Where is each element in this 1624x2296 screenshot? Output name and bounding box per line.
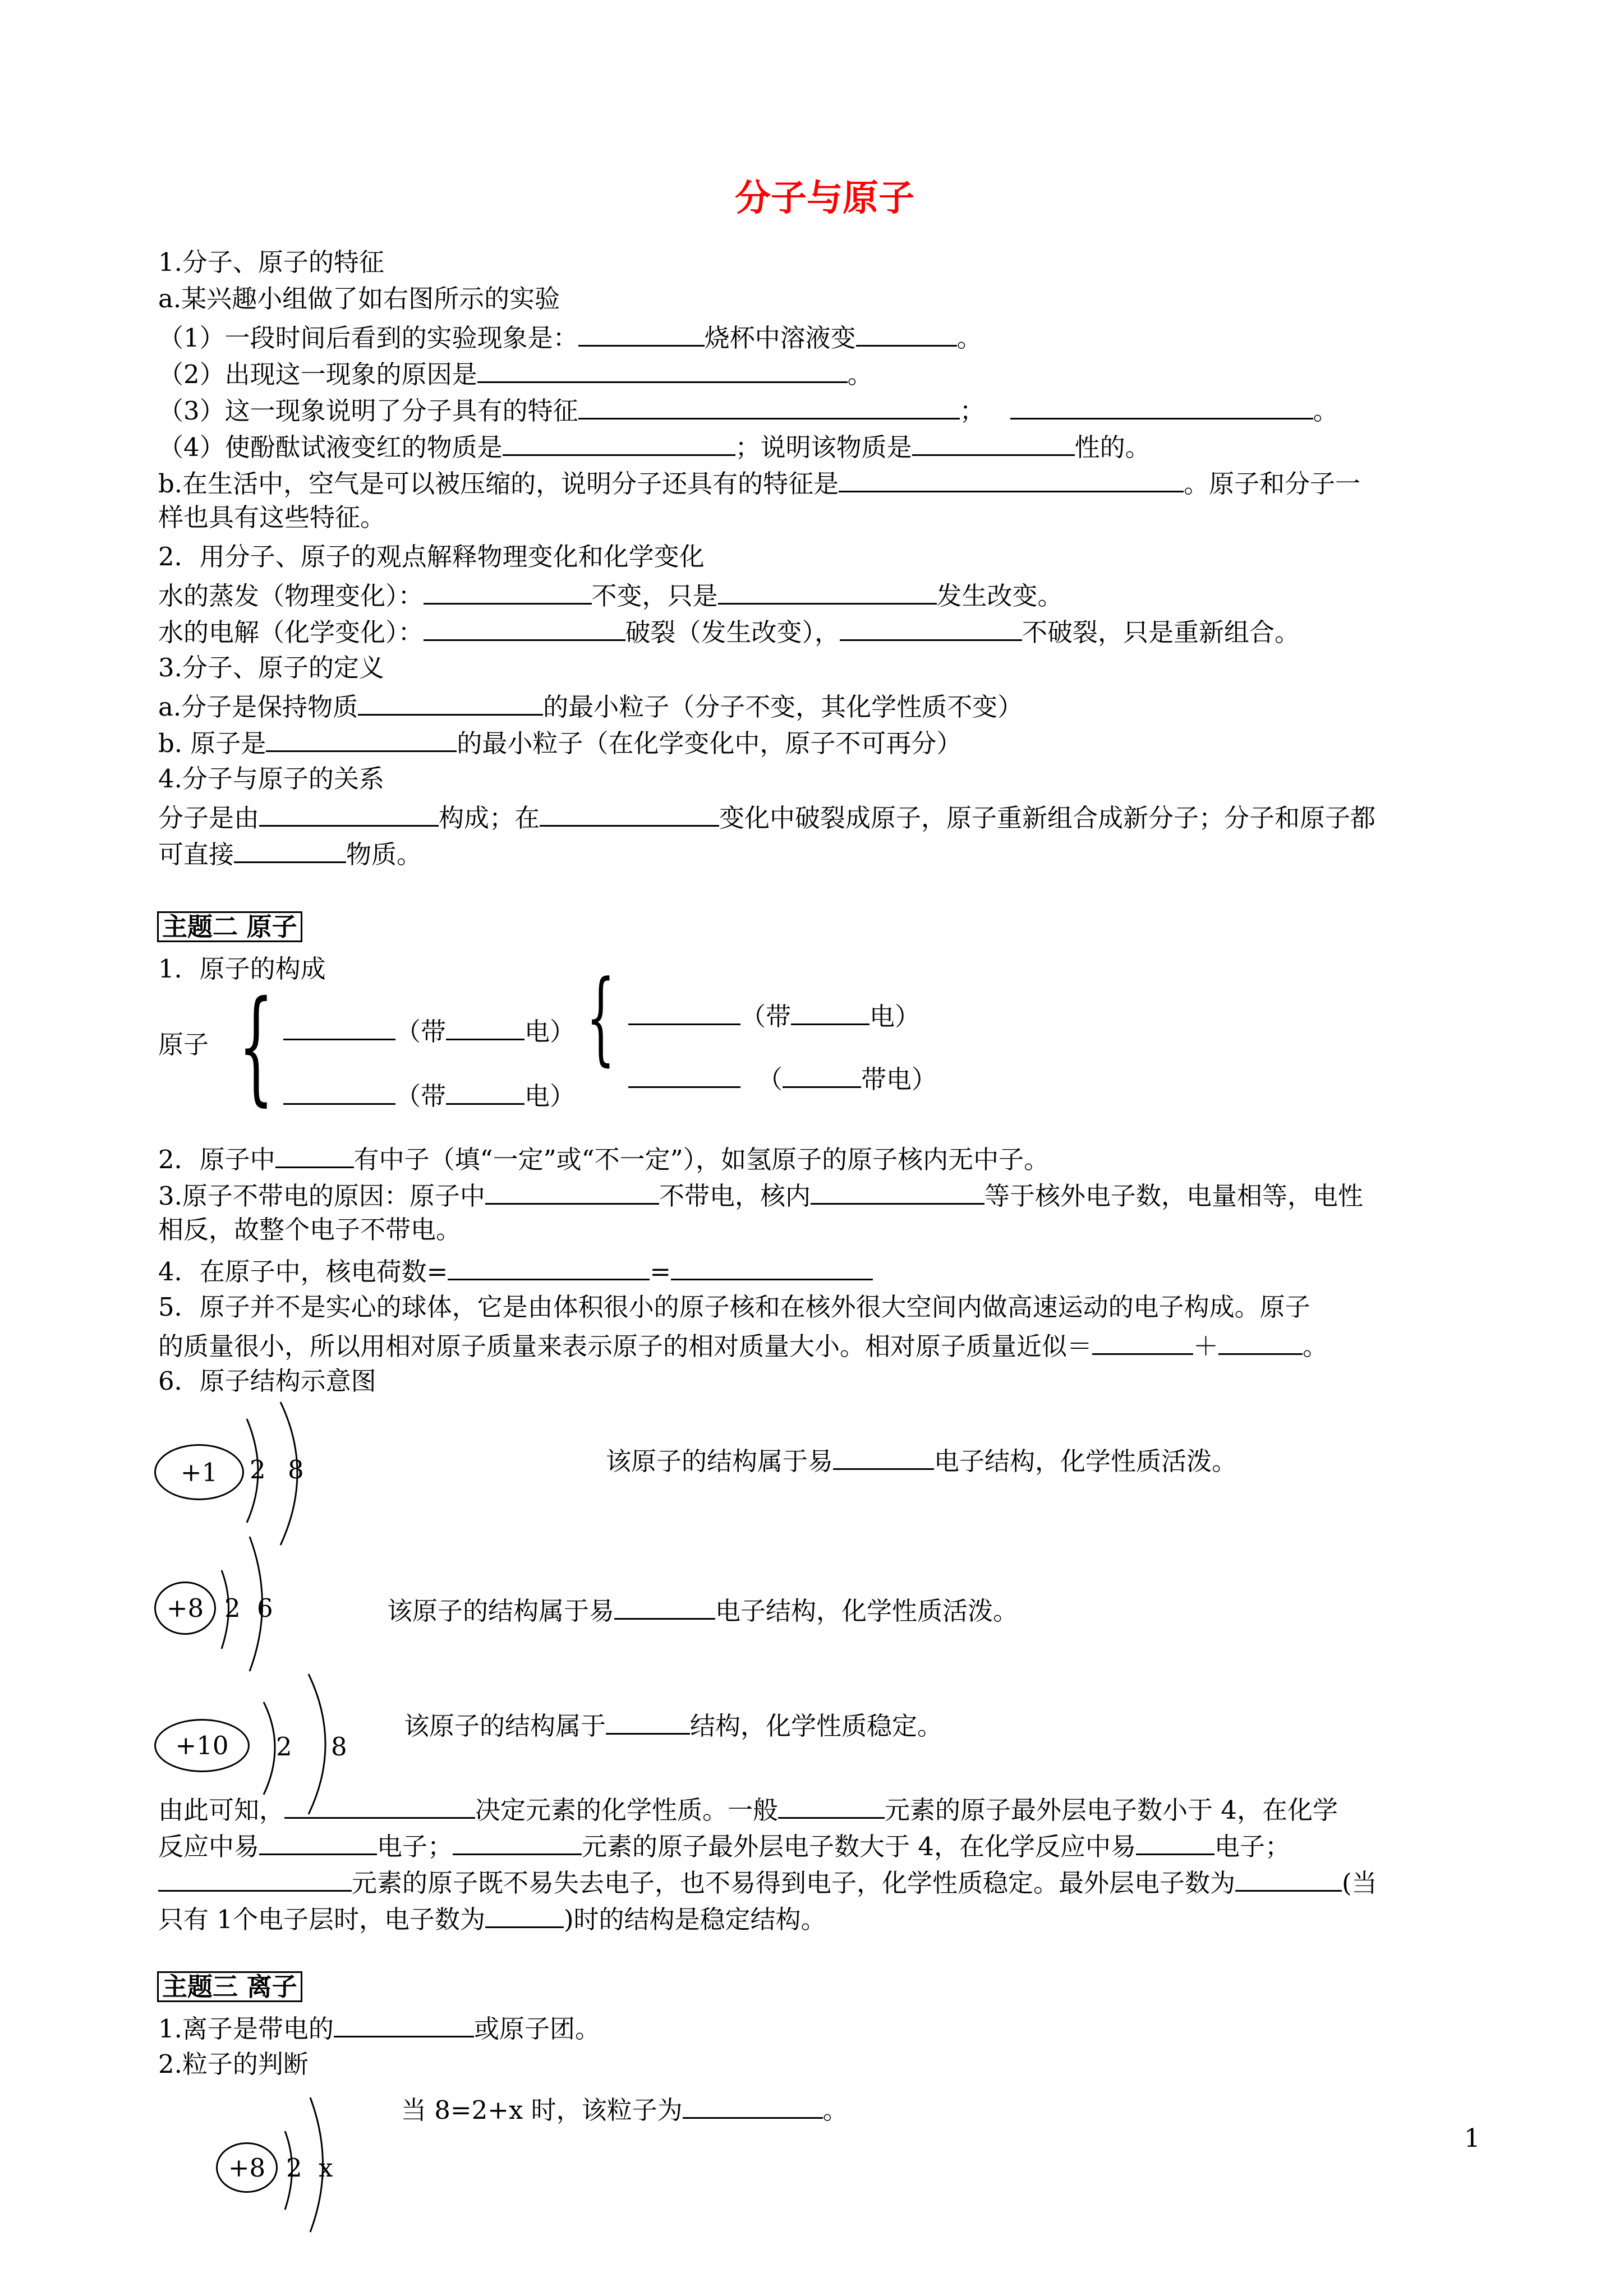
line-text: 发生改变。 xyxy=(936,581,1063,611)
answer-blank[interactable] xyxy=(503,432,735,456)
p3 xyxy=(158,1181,1363,1209)
line-text: 不破裂，只是重新组合。 xyxy=(1022,617,1300,647)
line-text: 决定元素的化学性质。一般 xyxy=(475,1795,779,1825)
question-3-text: （3）这一现象说明了分子具有的特征 xyxy=(158,396,578,426)
answer-blank[interactable] xyxy=(778,1795,885,1819)
line-text: 电子结构，化学性质活泼。 xyxy=(715,1596,1019,1626)
answer-blank[interactable] xyxy=(606,1711,690,1735)
answer-blank[interactable] xyxy=(334,2013,474,2037)
ion-definition xyxy=(158,2013,600,2044)
line-text: 3.原子不带电的原因：原子中 xyxy=(158,1181,485,1211)
line-text: b. 原子是 xyxy=(158,729,266,758)
answer-blank[interactable] xyxy=(283,1081,395,1105)
item-b xyxy=(158,468,1361,499)
answer-blank[interactable] xyxy=(578,322,705,347)
answer-blank[interactable] xyxy=(259,1831,377,1855)
answer-blank[interactable] xyxy=(1235,1868,1342,1892)
line-text: 破裂（发生改变）， xyxy=(625,617,840,647)
line-text: 分子是由 xyxy=(158,803,260,833)
p4 xyxy=(158,1256,873,1287)
answer-blank[interactable] xyxy=(453,1831,582,1855)
line-text: 结构，化学性质稳定。 xyxy=(690,1711,943,1741)
answer-blank[interactable] xyxy=(485,1904,564,1928)
line-text: 物质。 xyxy=(346,840,422,869)
line-text: 电） xyxy=(525,1017,576,1046)
line-text: 的质量很小，所以用相对原子质量来表示原子的相对质量大小。相对原子质量近似＝ xyxy=(158,1331,1093,1361)
line-text: 只有 1 xyxy=(158,1905,233,1934)
question-1 xyxy=(158,322,982,351)
line-text: 1.离子是带电的 xyxy=(158,2014,334,2044)
line-text: （带 xyxy=(395,1081,447,1111)
line-text: 的最小粒子（分子不变，其化学性质不变） xyxy=(543,692,1023,722)
line-text: 变化中破裂成原子，原子重新组合成新分子；分子和原子都 xyxy=(719,803,1376,833)
question-2 xyxy=(158,359,873,387)
shell-1-count: 2 xyxy=(286,2153,302,2183)
nucleus-circle: +8 xyxy=(216,2142,278,2193)
line-text: 该原子的结构属于易 xyxy=(387,1596,615,1626)
item-b-text: b.在生活中，空气是可以被压缩的，说明分子还具有的特征是 xyxy=(158,469,839,499)
atom-part-lower xyxy=(283,1081,575,1109)
section-4-heading: 4.分子与原子的关系 xyxy=(158,764,384,794)
answer-blank[interactable] xyxy=(912,432,1075,456)
shell-1-count: 2 xyxy=(224,1593,241,1623)
line-text: 有中子（填“一定”或“不一定”），如氢原子的原子核内无中子。 xyxy=(353,1145,1050,1174)
relation-line-1 xyxy=(158,803,1375,831)
line-text: 不变，只是 xyxy=(591,581,718,611)
line-text: （带 xyxy=(395,1017,447,1046)
line-text: 元素的原子最外层电子数小于 4，在化学 xyxy=(885,1795,1338,1825)
answer-blank[interactable] xyxy=(275,1144,354,1168)
line-text: 或原子团。 xyxy=(473,2014,600,2044)
answer-blank[interactable] xyxy=(856,322,957,347)
page-title: 分子与原子 xyxy=(735,177,914,219)
topic-2-heading: 主题二 原子 xyxy=(157,911,302,942)
line-text: 构成；在 xyxy=(439,803,540,833)
line-text: 。 xyxy=(1303,1331,1328,1361)
answer-blank[interactable] xyxy=(783,1064,861,1088)
answer-blank[interactable] xyxy=(791,1001,869,1025)
line-text: （带 xyxy=(740,1002,792,1031)
shell-2-count: x xyxy=(319,2153,333,2183)
electron-shell-arcs xyxy=(274,2097,347,2232)
p2 xyxy=(158,1144,1049,1172)
question-1-text: 。 xyxy=(956,323,982,353)
line-text: 个电子层时，电子数为 xyxy=(232,1905,485,1934)
p3-cont: 相反，故整个电子不带电。 xyxy=(158,1215,462,1244)
shell-1-count: 2 xyxy=(276,1732,292,1762)
answer-blank[interactable] xyxy=(1092,1331,1193,1355)
water-evaporation xyxy=(158,580,1063,611)
item-b-cont: 样也具有这些特征。 xyxy=(158,502,386,532)
question-2-text: （2）出现这一现象的原因是 xyxy=(158,359,477,389)
line-text: （ xyxy=(757,1064,783,1094)
question-4-text: 性的。 xyxy=(1074,432,1151,462)
answer-blank[interactable] xyxy=(628,1001,740,1025)
line-text: 该原子的结构属于 xyxy=(404,1711,606,1741)
atom-composition-heading: 1．原子的构成 xyxy=(158,954,326,984)
atom-label: 原子 xyxy=(158,1030,209,1059)
line-text: 电子； xyxy=(1214,1832,1290,1861)
shell-2-count: 6 xyxy=(257,1593,273,1623)
line-text: 元素的原子最外层电子数大于 4，在化学反应中易 xyxy=(582,1832,1136,1861)
item-b-text: 。原子和分子一 xyxy=(1184,469,1361,499)
p5-cont xyxy=(158,1331,1328,1359)
question-3-text: 。 xyxy=(1313,396,1338,426)
left-brace: { xyxy=(238,974,274,1118)
answer-blank[interactable] xyxy=(446,1081,525,1105)
answer-blank[interactable] xyxy=(477,359,848,383)
answer-blank[interactable] xyxy=(424,617,625,641)
line-text: 元素的原子既不易失去电子，也不易得到电子，化学性质稳定。最外层电子数为 xyxy=(352,1868,1236,1898)
line-text: 4．在原子中，核电荷数= xyxy=(158,1257,448,1287)
line-text: 。 xyxy=(822,2095,848,2125)
line-text: )时的结构是稳定结构。 xyxy=(563,1905,826,1934)
answer-blank[interactable] xyxy=(540,803,719,827)
answer-blank[interactable] xyxy=(671,1256,873,1280)
line-text: ＋ xyxy=(1193,1331,1219,1361)
answer-blank[interactable] xyxy=(424,580,592,605)
nucleus-part-lower xyxy=(628,1064,937,1092)
atom-part-upper xyxy=(283,1016,575,1044)
answer-blank[interactable] xyxy=(578,395,960,419)
answer-blank[interactable] xyxy=(1218,1331,1303,1355)
section-3-heading: 3.分子、原子的定义 xyxy=(158,653,384,683)
answer-blank[interactable] xyxy=(158,1868,352,1892)
diagram-2-text xyxy=(387,1596,1018,1624)
line-text: 等于核外电子数，电量相等，电性 xyxy=(984,1181,1363,1211)
question-1-text: 烧杯中溶液变 xyxy=(704,323,856,353)
answer-blank[interactable] xyxy=(1010,395,1313,419)
answer-blank[interactable] xyxy=(259,803,439,827)
shell-2-count: 8 xyxy=(288,1455,304,1484)
nucleus-circle: +1 xyxy=(154,1444,244,1500)
answer-blank[interactable] xyxy=(358,691,543,716)
line-text: 不带电，核内 xyxy=(659,1181,811,1211)
topic-3-heading: 主题三 离子 xyxy=(157,1971,302,2002)
answer-blank[interactable] xyxy=(683,2095,823,2119)
question-4-text: （4）使酚酞试液变红的物质是 xyxy=(158,432,503,462)
line-text: 电） xyxy=(525,1081,576,1111)
diagram-1-text xyxy=(606,1446,1237,1474)
line-text: 水的蒸发（物理变化）： xyxy=(158,581,424,611)
question-1-text: （1）一段时间后看到的实验现象是： xyxy=(158,323,578,353)
question-4 xyxy=(158,432,1151,460)
answer-blank[interactable] xyxy=(446,1016,525,1040)
nucleus-circle: +10 xyxy=(154,1719,250,1772)
answer-blank[interactable] xyxy=(718,580,937,605)
answer-blank[interactable] xyxy=(614,1596,715,1620)
item-a: a.某兴趣小组做了如右图所示的实验 xyxy=(158,284,560,313)
particle-judgement-heading: 2.粒子的判断 xyxy=(158,2049,309,2079)
line-text: 反应中易 xyxy=(158,1832,260,1861)
p5: 5．原子并不是实心的球体，它是由体积很小的原子核和在核外很大空间内做高速运动的电子构成。原子 xyxy=(158,1292,1310,1322)
answer-blank[interactable] xyxy=(811,1181,984,1205)
question-3 xyxy=(158,395,1338,426)
line-text: 电） xyxy=(869,1002,921,1031)
answer-blank[interactable] xyxy=(1136,1831,1214,1855)
conclusion-line-4 xyxy=(158,1904,826,1932)
line-text: = xyxy=(650,1257,671,1287)
judgement-line xyxy=(401,2095,848,2123)
definition-molecule xyxy=(158,691,1023,720)
diagram-3-text xyxy=(404,1711,942,1739)
line-text: 的最小粒子（在化学变化中，原子不可再分） xyxy=(457,729,962,758)
conclusion-line-3 xyxy=(158,1868,1377,1896)
line-text: 可直接 xyxy=(158,840,234,869)
line-text: 2．原子中 xyxy=(158,1145,275,1174)
electron-shell-arcs xyxy=(252,1674,365,1814)
line-text: 电子； xyxy=(377,1832,453,1861)
line-text: a.分子是保持物质 xyxy=(158,692,358,722)
answer-blank[interactable] xyxy=(839,468,1184,492)
answer-blank[interactable] xyxy=(283,1016,395,1040)
question-2-text: 。 xyxy=(847,359,873,389)
shell-2-count: 8 xyxy=(331,1732,347,1762)
line-text: 该原子的结构属于易 xyxy=(606,1446,834,1476)
definition-atom xyxy=(158,728,961,756)
section-1-heading: 1.分子、原子的特征 xyxy=(158,247,384,277)
nucleus-circle: +8 xyxy=(154,1582,216,1635)
answer-blank[interactable] xyxy=(284,1795,475,1819)
answer-blank[interactable] xyxy=(448,1256,650,1280)
answer-blank[interactable] xyxy=(833,1446,934,1470)
conclusion-line-1 xyxy=(158,1795,1338,1823)
right-brace: { xyxy=(586,959,615,1076)
question-3-text: ； xyxy=(959,396,985,426)
p6-heading: 6．原子结构示意图 xyxy=(158,1366,376,1396)
conclusion-line-2 xyxy=(158,1831,1290,1859)
page-number: 1 xyxy=(1464,2123,1480,2153)
shell-1-count: 2 xyxy=(250,1455,266,1484)
nucleus-part-upper xyxy=(628,1001,920,1029)
line-text: 水的电解（化学变化）： xyxy=(158,617,424,647)
line-text: 电子结构，化学性质活泼。 xyxy=(934,1446,1237,1476)
line-text: 带电） xyxy=(861,1064,937,1094)
water-electrolysis xyxy=(158,617,1300,645)
section-2-heading: 2．用分子、原子的观点解释物理变化和化学变化 xyxy=(158,542,705,571)
answer-blank[interactable] xyxy=(840,617,1022,641)
answer-blank[interactable] xyxy=(234,839,346,863)
answer-blank[interactable] xyxy=(485,1181,659,1205)
line-text: 当 8=2+x 时，该粒子为 xyxy=(401,2095,683,2125)
line-text: (当 xyxy=(1342,1868,1377,1898)
line-text: 由此可知， xyxy=(158,1795,285,1825)
answer-blank[interactable] xyxy=(266,728,457,752)
electron-shell-arcs xyxy=(210,1537,289,1671)
question-4-text: ；说明该物质是 xyxy=(735,432,912,462)
answer-blank[interactable] xyxy=(628,1064,740,1088)
relation-line-2 xyxy=(158,839,422,867)
